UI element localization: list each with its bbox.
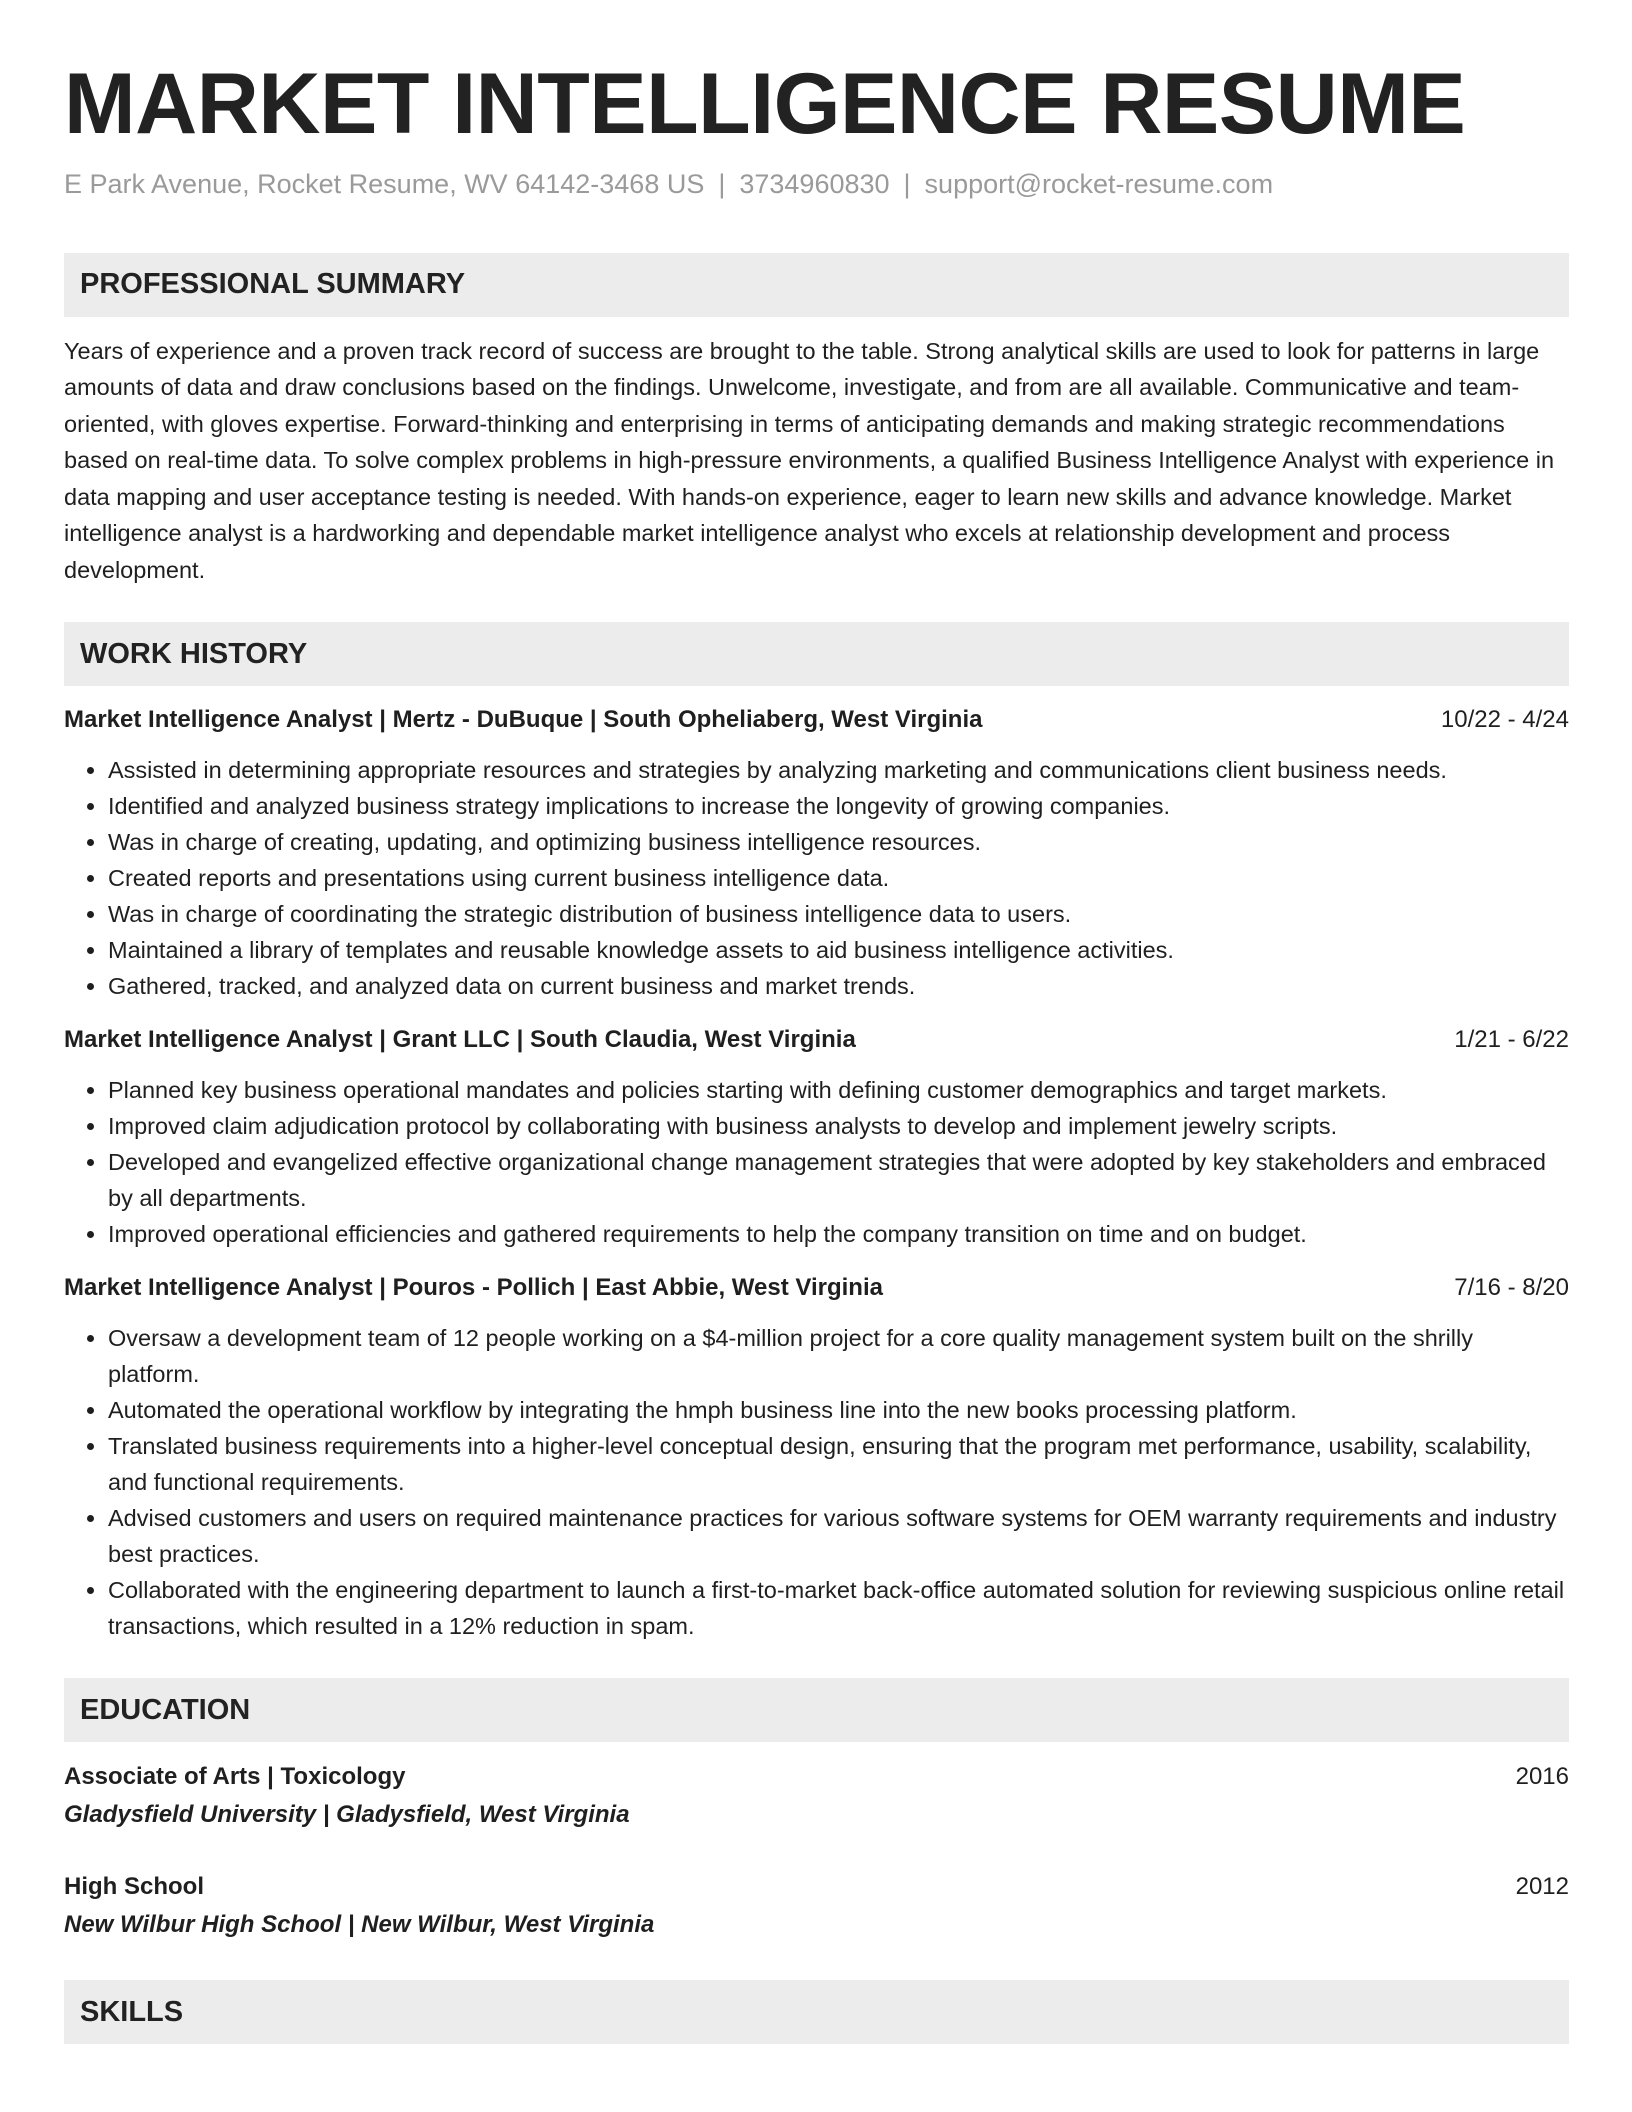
job-bullet: • Planned key business operational mandates and policies starting with defining customer demographics and target markets.: [108, 1072, 1569, 1108]
contact-separator: |: [903, 169, 911, 200]
job-bullet: • Advised customers and users on required maintenance practices for various software systems for OEM warranty requirements and industry best practices.: [108, 1500, 1569, 1572]
job-bullet: • Identified and analyzed business strategy implications to increase the longevity of growing companies.: [108, 788, 1569, 824]
job-title: Market Intelligence Analyst | Grant LLC | South Claudia, West Virginia: [64, 1026, 856, 1054]
education-entry: [64, 1868, 1569, 1944]
job-bullets: [64, 1072, 1569, 1252]
job-header: [64, 702, 1569, 738]
job-entry: [64, 1022, 1569, 1252]
job-header: [64, 1270, 1569, 1306]
job-bullet: • Improved operational efficiencies and gathered requirements to help the company transition on time and on budget.: [108, 1216, 1569, 1252]
section-header-skills: SKILLS: [64, 1980, 1569, 2044]
education-entry: [64, 1758, 1569, 1834]
job-entry: [64, 1270, 1569, 1644]
job-bullet: • Collaborated with the engineering department to launch a first-to-market back-office automated solution for reviewing suspicious online retail transactions, which resulted in a 12% reduction in spam.: [108, 1572, 1569, 1644]
job-bullets: [64, 752, 1569, 1004]
job-header: [64, 1022, 1569, 1058]
job-bullet: • Automated the operational workflow by integrating the hmph business line into the new books processing platform.: [108, 1392, 1569, 1428]
contact-phone: 3734960830: [739, 169, 890, 200]
contact-address: E Park Avenue, Rocket Resume, WV 64142-3468 US: [64, 169, 705, 200]
education-year: 2016: [1515, 1763, 1569, 1791]
section-header-work-history: WORK HISTORY: [64, 622, 1569, 686]
job-bullet: • Improved claim adjudication protocol by collaborating with business analysts to develop and implement jewelry scripts.: [108, 1108, 1569, 1144]
job-dates: 7/16 - 8/20: [1454, 1274, 1569, 1302]
job-bullet: • Was in charge of creating, updating, and optimizing business intelligence resources.: [108, 824, 1569, 860]
contact-separator: |: [718, 169, 726, 200]
section-header-education: EDUCATION: [64, 1678, 1569, 1742]
education-year: 2012: [1515, 1873, 1569, 1901]
contact-line: [64, 168, 1569, 200]
education-school: Gladysfield University | Gladysfield, West Virginia: [64, 1801, 630, 1829]
education-header: [64, 1758, 1569, 1796]
section-header-summary: PROFESSIONAL SUMMARY: [64, 253, 1569, 317]
resume-page: [64, 0, 1569, 2044]
job-bullet: • Oversaw a development team of 12 people working on a $4-million project for a core quality management system built on the shrilly platform.: [108, 1320, 1569, 1392]
job-dates: 10/22 - 4/24: [1440, 706, 1569, 734]
job-bullet: • Assisted in determining appropriate resources and strategies by analyzing marketing and communications client business needs.: [108, 752, 1569, 788]
job-bullet: • Maintained a library of templates and reusable knowledge assets to aid business intelligence activities.: [108, 932, 1569, 968]
job-bullet: • Developed and evangelized effective organizational change management strategies that were adopted by key stakeholders and embraced by all departments.: [108, 1144, 1569, 1216]
job-bullet: • Translated business requirements into a higher-level conceptual design, ensuring that the program met performance, usability, scalability, and functional requirements.: [108, 1428, 1569, 1500]
job-title: Market Intelligence Analyst | Mertz - DuBuque | South Opheliaberg, West Virginia: [64, 706, 983, 734]
resume-title: MARKET INTELLIGENCE RESUME: [64, 56, 1466, 152]
job-title: Market Intelligence Analyst | Pouros - Pollich | East Abbie, West Virginia: [64, 1274, 883, 1302]
summary-text: Years of experience and a proven track record of success are brought to the table. Strong analytical skills are used to look for patterns in large amounts of data and draw conclusions based on the findings. Unwelcome, investigate, and from are all available. Communicative and team-oriented, with gloves expertise. Forward-thinking and enterprising in terms of anticipating demands and making strategic recommendations based on real-time data. To solve complex problems in high-pressure environments, a qualified Business Intelligence Analyst with experience in data mapping and user acceptance testing is needed. With hands-on experience, eager to learn new skills and advance knowledge. Market intelligence analyst is a hardworking and dependable market intelligence analyst who excels at relationship development and process development.: [64, 337, 1555, 583]
job-bullet: • Gathered, tracked, and analyzed data on current business and market trends.: [108, 968, 1569, 1004]
job-bullet: • Created reports and presentations using current business intelligence data.: [108, 860, 1569, 896]
education-degree: High School: [64, 1873, 204, 1901]
job-bullet: • Was in charge of coordinating the strategic distribution of business intelligence data to users.: [108, 896, 1569, 932]
job-bullets: [64, 1320, 1569, 1644]
job-dates: 1/21 - 6/22: [1454, 1026, 1569, 1054]
education-degree: Associate of Arts | Toxicology: [64, 1763, 406, 1791]
job-entry: [64, 702, 1569, 1004]
education-header: [64, 1868, 1569, 1906]
contact-email: support@rocket-resume.com: [924, 169, 1274, 200]
education-school: New Wilbur High School | New Wilbur, West Virginia: [64, 1911, 655, 1939]
